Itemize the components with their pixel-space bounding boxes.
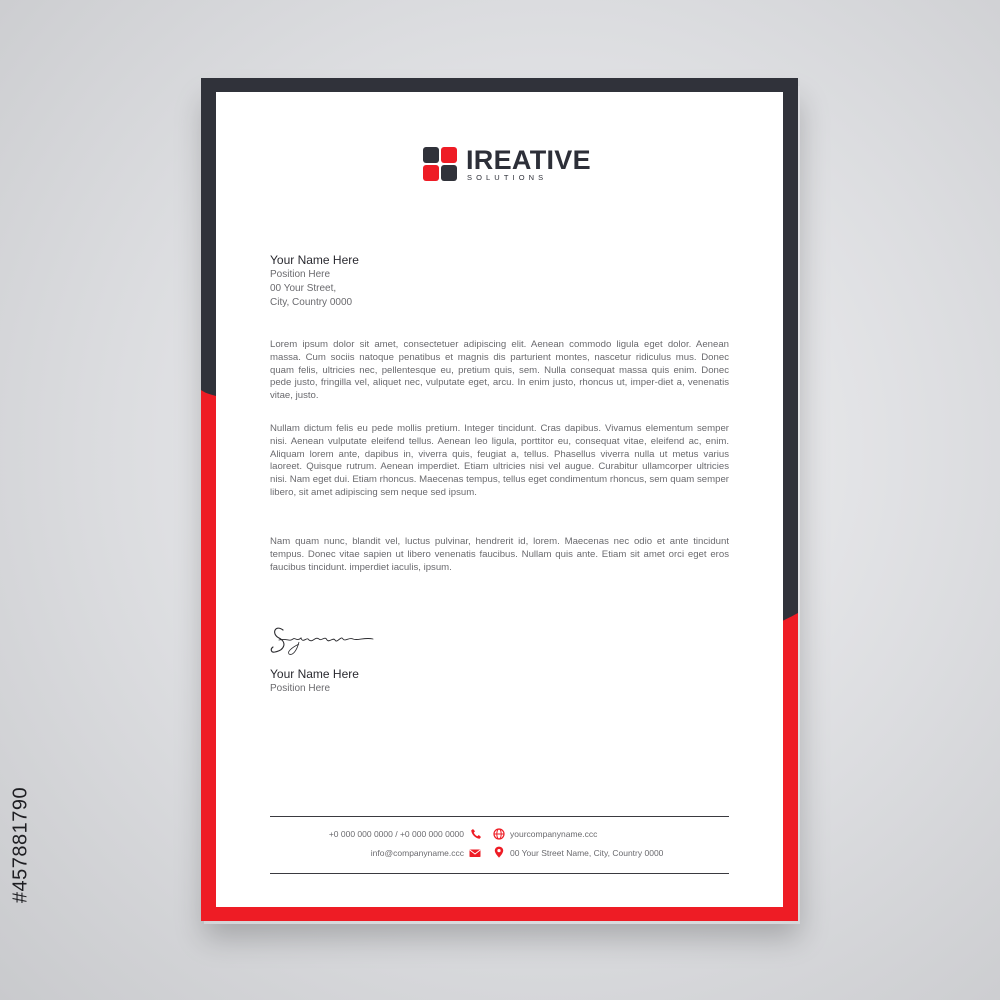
footer-bottom-rule (270, 873, 729, 874)
footer-email: info@companyname.ccc (370, 848, 464, 858)
sender-city: City, Country 0000 (270, 297, 353, 308)
signer-block (270, 667, 359, 696)
globe-icon (493, 828, 505, 840)
sender-position: Position Here (270, 269, 331, 280)
company-tagline: SOLUTIONS (467, 173, 548, 182)
footer-top-rule (270, 816, 729, 817)
sender-street: 00 Your Street, (270, 283, 337, 294)
signer-name: Your Name Here (270, 667, 359, 681)
footer-address: 00 Your Street Name, City, Country 0000 (510, 848, 664, 858)
sender-block (270, 253, 359, 310)
sender-name: Your Name Here (270, 253, 359, 267)
stock-id: #457881790 (9, 786, 32, 904)
body-paragraph-2: Nullam dictum felis eu pede mollis pretium. Integer tincidunt. Cras dapibus. Vivamus elementum semper nisi. Aenean vulputate eleifend tellus. Aenean leo ligula, porttitor eu, consequat vitae, eleifend ac, enim. Aliquam lorem ante, dapibus in, viverra quis, feugiat a, tellus. Phasellus viverra nulla ut metus varius laoreet. Quisque rutrum. Aenean imperdiet. Etiam ultricies nisi vel augue. Curabitur ullamcorper ultricies nisi. Nam eget dui. Etiam rhoncus. Maecenas tempus, tellus eget condimentum rhoncus, sem quam semper libero, sit amet adipiscing sem neque sed ipsum. (270, 423, 729, 498)
phone-icon (470, 828, 482, 840)
body-paragraph-3: Nam quam nunc, blandit vel, luctus pulvinar, hendrerit id, lorem. Maecenas nec odio et ante tincidunt tempus. Donec vitae sapien ut libero venenatis faucibus. Nullam quis ante. Etiam sit amet orci eget eros faucibus tincidunt. imperdiet iaculis, ipsum. (270, 536, 729, 573)
body-paragraph-1: Lorem ipsum dolor sit amet, consectetuer adipiscing elit. Aenean commodo ligula eget dolor. Aenean massa. Cum sociis natoque penatibus et magnis dis parturient montes, nascetur ridiculus mus. Donec quam felis, ultricies nec, pellentesque eu, pretium quis, sem. Nulla consequat massa quis enim. Donec pede justo, fringilla vel, aliquet nec, vulputate eget, arcu. In enim justo, rhoncus ut, imper-diet a, venenatis vitae, justo. (270, 339, 729, 402)
signer-position: Position Here (270, 683, 331, 694)
envelope-icon (469, 847, 481, 859)
map-pin-icon (493, 846, 505, 858)
four-square-grid-icon (423, 147, 457, 181)
footer-phone: +0 000 000 0000 / +0 000 000 0000 (328, 829, 464, 839)
company-name: IREATIVE (466, 145, 591, 175)
handwritten-signature (269, 620, 381, 660)
footer-website: yourcompanyname.ccc (510, 829, 598, 839)
